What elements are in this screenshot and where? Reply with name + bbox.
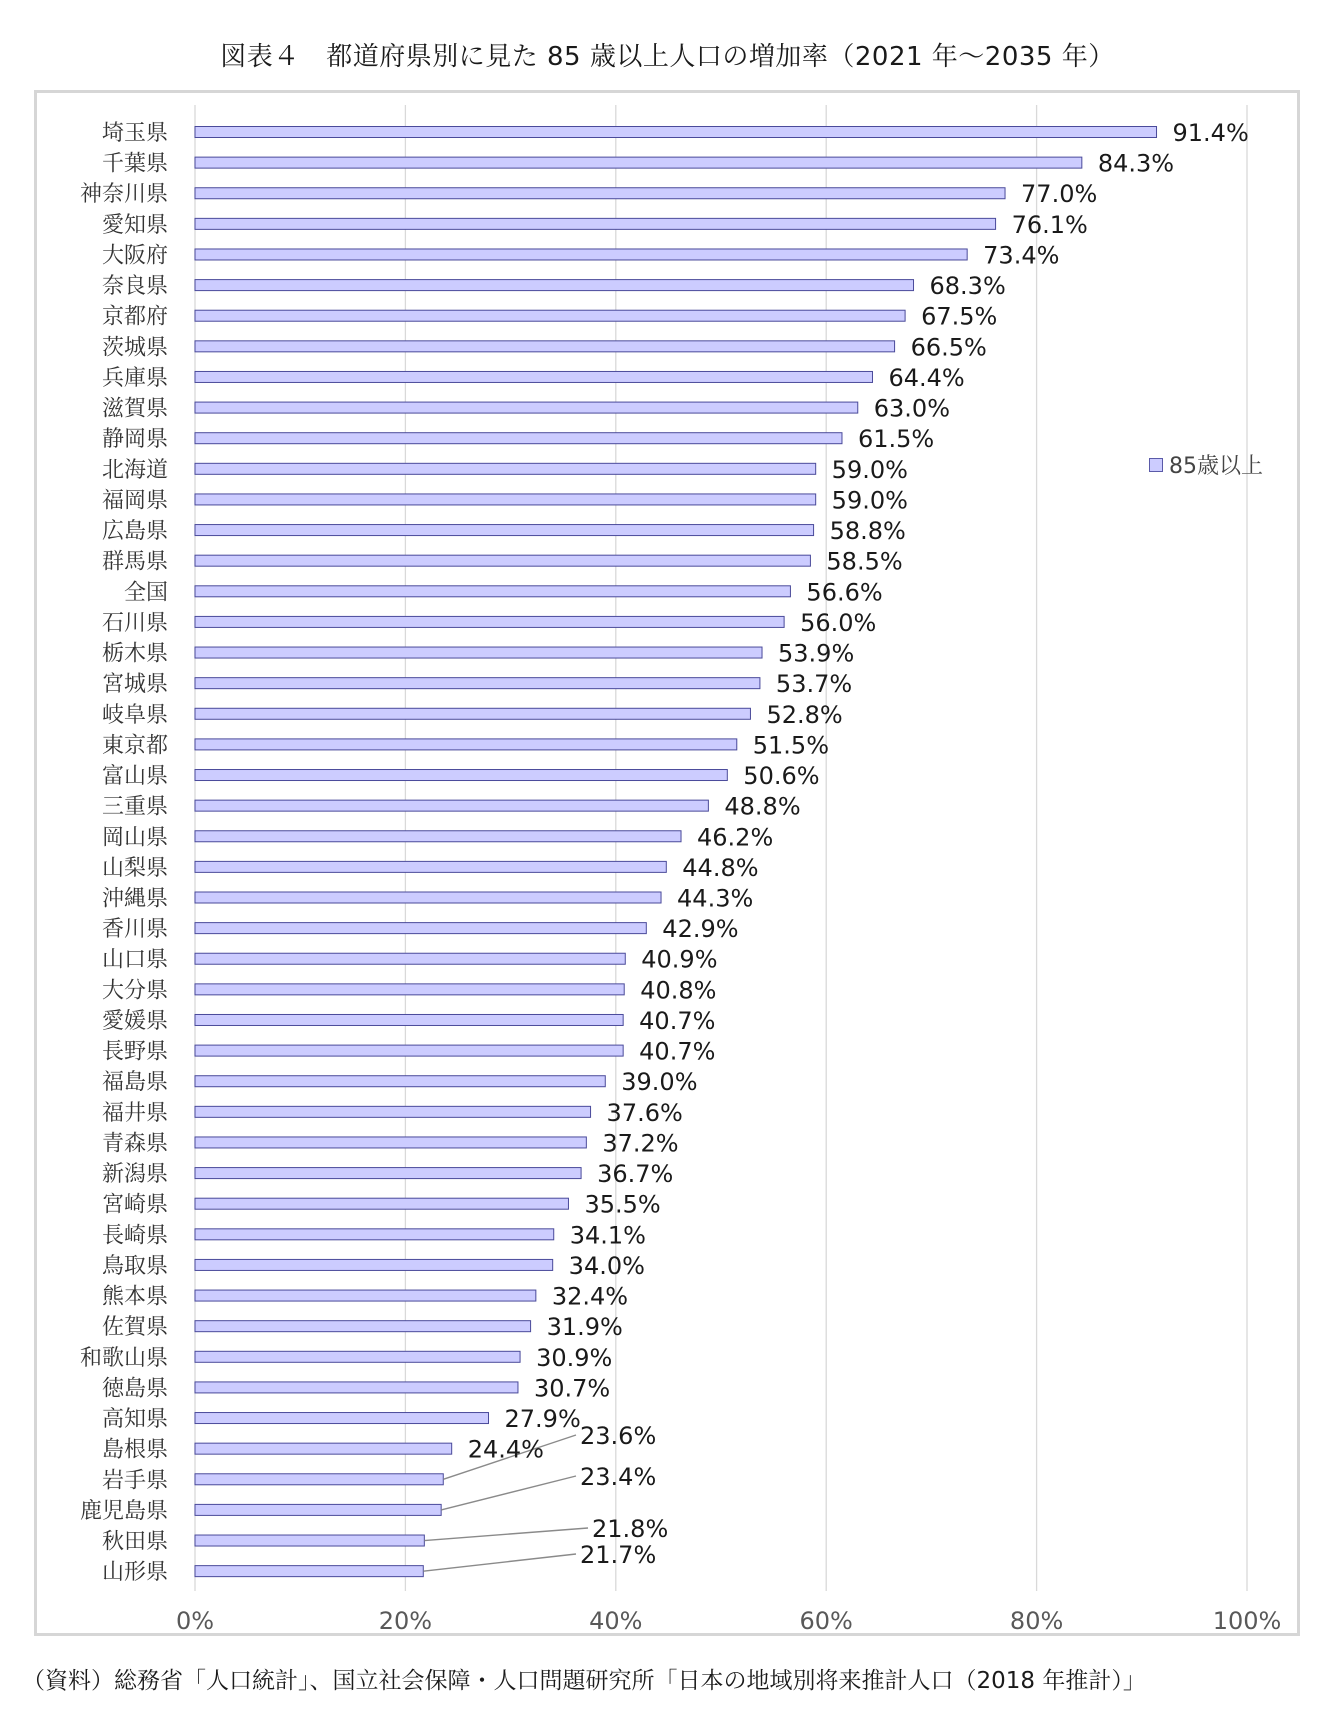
bar	[195, 218, 996, 229]
x-tick-label: 20%	[378, 1607, 433, 1633]
category-label: 山形県	[101, 1560, 168, 1586]
data-label: 37.2%	[602, 1129, 679, 1158]
leader-line	[423, 1554, 576, 1571]
bar	[195, 739, 737, 750]
data-label: 56.0%	[800, 608, 877, 637]
data-label: 50.6%	[743, 762, 820, 791]
category-label: 滋賀県	[101, 396, 168, 422]
data-label: 23.6%	[580, 1422, 657, 1450]
category-label: 栃木県	[101, 641, 168, 667]
bar	[195, 831, 681, 842]
bar	[195, 1014, 623, 1025]
data-label: 34.0%	[568, 1251, 645, 1280]
category-label: 佐賀県	[101, 1315, 168, 1341]
data-label: 48.8%	[724, 792, 801, 821]
category-label: 岐阜県	[101, 702, 168, 728]
bar	[195, 861, 666, 872]
data-label: 40.9%	[641, 945, 718, 974]
data-label: 64.4%	[888, 363, 965, 392]
data-label: 37.6%	[606, 1098, 683, 1127]
bar	[195, 371, 872, 382]
bar	[195, 1106, 591, 1117]
data-label: 42.9%	[662, 915, 739, 944]
category-labels	[80, 121, 168, 1585]
category-label: 山梨県	[101, 855, 168, 881]
legend-swatch	[1149, 458, 1163, 472]
bar	[195, 463, 816, 474]
category-label: 石川県	[101, 610, 168, 636]
data-label: 53.9%	[778, 639, 855, 668]
data-label: 40.8%	[640, 976, 717, 1005]
bar	[195, 770, 727, 781]
category-label: 長野県	[101, 1039, 168, 1065]
x-tick-label: 60%	[799, 1607, 853, 1633]
category-label: 鳥取県	[101, 1253, 168, 1279]
category-label: 長崎県	[101, 1223, 168, 1249]
bars	[195, 127, 1157, 1577]
data-label: 68.3%	[929, 272, 1006, 301]
category-label: 静岡県	[101, 427, 168, 453]
data-label: 51.5%	[752, 731, 830, 760]
bar	[195, 586, 790, 597]
data-label: 58.5%	[826, 547, 903, 576]
category-label: 富山県	[101, 764, 168, 790]
leader-line	[424, 1528, 588, 1541]
data-label: 32.4%	[551, 1282, 629, 1311]
category-label: 岩手県	[101, 1468, 168, 1494]
data-label: 59.0%	[831, 486, 908, 515]
bar	[195, 923, 646, 934]
data-label: 44.8%	[682, 853, 759, 882]
category-label: 広島県	[101, 519, 168, 545]
bar	[195, 616, 784, 627]
x-tick-label: 0%	[175, 1607, 215, 1633]
bar	[195, 1474, 443, 1485]
bar	[195, 984, 624, 995]
data-label: 36.7%	[597, 1160, 674, 1189]
bar	[195, 708, 750, 719]
data-label: 21.7%	[580, 1541, 657, 1569]
chart-title: 図表４ 都道府県別に見た 85 歳以上人口の増加率（2021 年～2035 年）	[220, 42, 1115, 72]
bar	[195, 127, 1157, 138]
bar	[195, 157, 1082, 168]
data-label: 59.0%	[831, 455, 908, 484]
bar	[195, 1198, 568, 1209]
bar	[195, 433, 842, 444]
data-label: 31.9%	[546, 1313, 623, 1342]
chart-frame	[34, 90, 1300, 1636]
bar	[195, 555, 810, 566]
data-label: 91.4%	[1172, 119, 1249, 147]
category-label: 岡山県	[101, 825, 168, 851]
legend	[1149, 449, 1263, 480]
data-label: 34.1%	[569, 1221, 646, 1250]
bar	[195, 953, 625, 964]
data-label: 73.4%	[983, 241, 1060, 270]
data-label: 30.9%	[536, 1343, 613, 1372]
x-tick-label: 80%	[1009, 1607, 1064, 1633]
data-label: 67.5%	[921, 302, 998, 331]
bar	[195, 494, 816, 505]
category-label: 宮崎県	[101, 1192, 168, 1218]
data-label: 27.9%	[504, 1405, 581, 1434]
category-label: 兵庫県	[101, 365, 168, 391]
category-label: 大分県	[101, 978, 168, 1004]
data-label: 53.7%	[775, 670, 853, 699]
bar	[195, 1443, 452, 1454]
category-label: 東京都	[101, 733, 168, 759]
category-label: 愛知県	[101, 212, 168, 238]
category-label: 青森県	[101, 1131, 168, 1157]
data-label: 52.8%	[766, 700, 843, 729]
category-label: 香川県	[101, 917, 168, 943]
data-label: 61.5%	[857, 425, 935, 454]
data-label: 76.1%	[1011, 210, 1088, 239]
legend-label: 85歳以上	[1169, 454, 1263, 479]
bar	[195, 800, 708, 811]
x-tick-label: 100%	[1212, 1607, 1282, 1633]
category-label: 福島県	[101, 1070, 168, 1096]
category-label: 山口県	[101, 947, 168, 973]
bar	[195, 249, 967, 260]
data-label: 44.3%	[677, 884, 754, 913]
data-label: 40.7%	[639, 1037, 716, 1066]
bar	[195, 1137, 586, 1148]
data-label: 63.0%	[873, 394, 951, 423]
bar	[195, 678, 760, 689]
bar	[195, 892, 661, 903]
bar	[195, 1382, 518, 1393]
data-label: 84.3%	[1097, 149, 1175, 178]
category-label: 千葉県	[101, 151, 168, 177]
category-label: 茨城県	[101, 335, 168, 361]
bar	[195, 341, 895, 352]
bar	[195, 1229, 554, 1240]
category-label: 新潟県	[101, 1162, 168, 1188]
category-label: 沖縄県	[101, 886, 168, 912]
data-label: 23.4%	[580, 1463, 657, 1491]
category-label: 福岡県	[101, 488, 168, 514]
data-label: 77.0%	[1021, 180, 1098, 209]
category-label: 福井県	[101, 1100, 168, 1126]
bar	[195, 1259, 553, 1270]
bar	[195, 402, 858, 413]
bar	[195, 1168, 581, 1179]
category-label: 全国	[123, 580, 168, 606]
bar	[195, 188, 1005, 199]
data-label: 24.4%	[467, 1435, 544, 1464]
category-label: 大阪府	[101, 243, 168, 269]
bar	[195, 1290, 536, 1301]
category-label: 高知県	[101, 1407, 168, 1433]
category-label: 京都府	[101, 304, 168, 330]
category-label: 埼玉県	[101, 121, 168, 146]
data-label: 40.7%	[639, 1006, 716, 1035]
category-label: 和歌山県	[79, 1345, 168, 1371]
bar-chart	[37, 93, 1297, 1633]
data-labels	[468, 119, 1249, 1569]
category-label: 秋田県	[101, 1529, 168, 1555]
x-tick-label: 40%	[589, 1607, 643, 1633]
category-label: 神奈川県	[79, 182, 168, 208]
category-label: 群馬県	[101, 549, 168, 575]
category-label: 熊本県	[101, 1284, 168, 1310]
data-label: 46.2%	[697, 823, 774, 852]
bar	[195, 1566, 423, 1577]
data-label: 21.8%	[592, 1515, 669, 1543]
category-label: 北海道	[101, 457, 168, 483]
leader-line	[441, 1476, 576, 1510]
bar	[195, 280, 914, 291]
data-label: 56.6%	[806, 578, 883, 607]
data-label: 35.5%	[584, 1190, 661, 1219]
data-label: 39.0%	[621, 1068, 698, 1097]
category-label: 島根県	[101, 1437, 168, 1463]
category-label: 徳島県	[101, 1376, 168, 1402]
bar	[195, 647, 762, 658]
category-label: 鹿児島県	[79, 1498, 168, 1524]
bar	[195, 525, 814, 536]
data-label: 58.8%	[829, 517, 906, 546]
bar	[195, 1504, 441, 1515]
bar	[195, 310, 905, 321]
category-label: 愛媛県	[101, 1008, 168, 1034]
x-tick-labels	[176, 1607, 1281, 1633]
bar	[195, 1413, 489, 1424]
data-label: 30.7%	[533, 1374, 611, 1403]
data-label: 66.5%	[910, 333, 987, 362]
bar	[195, 1351, 520, 1362]
bar	[195, 1321, 531, 1332]
source-note: （資料）総務省「人口統計」、国立社会保障・人口問題研究所「日本の地域別将来推計人口（2018 年推計）」	[22, 1668, 1146, 1694]
bar	[195, 1535, 424, 1546]
bar	[195, 1076, 605, 1087]
category-label: 宮城県	[101, 672, 168, 698]
bar	[195, 1045, 623, 1056]
category-label: 三重県	[101, 794, 168, 820]
category-label: 奈良県	[101, 274, 168, 300]
